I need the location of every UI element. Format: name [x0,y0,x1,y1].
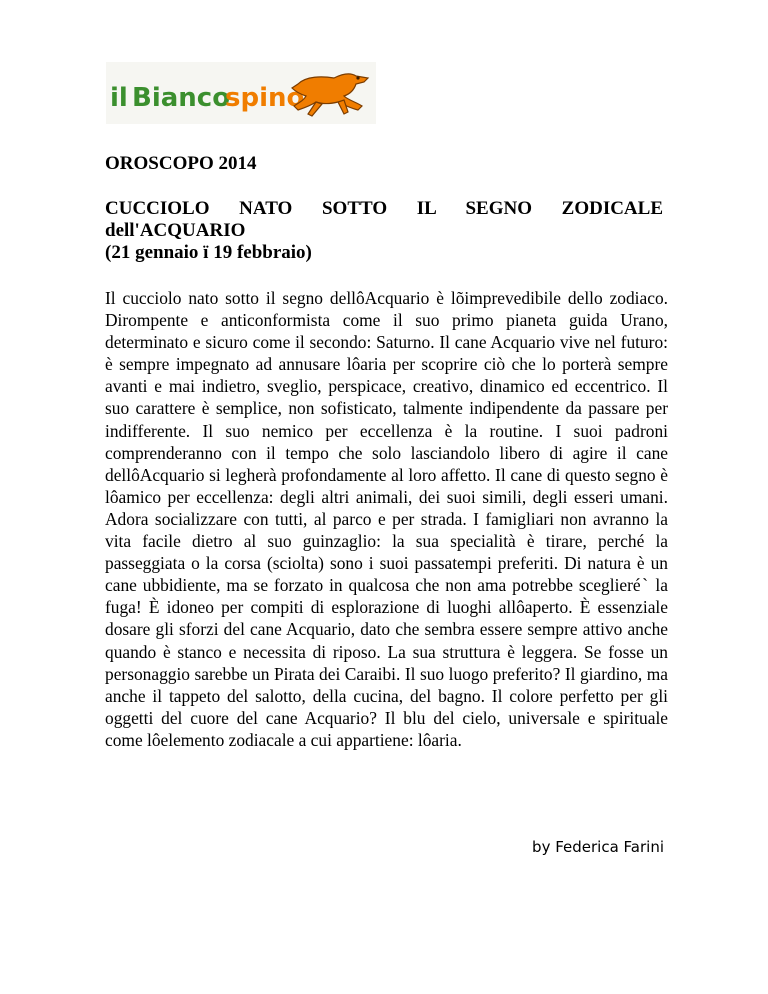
page-title: OROSCOPO 2014 [105,153,257,174]
logo-spino: spino [225,83,305,113]
ilbiancospino-logo [106,62,376,124]
heading-line-2: dell'ACQUARIO [105,220,246,241]
section-heading [105,198,663,264]
logo-bianco: Bianco [132,83,231,113]
horoscope-paragraph: Il cucciolo nato sotto il segno dellôAcquario è lõimprevedibile dello zodiaco. Dirompente e anticonformista come il suo primo pianeta guida Urano, determinato e sicuro come il secondo: Saturno. Il cane Acquario vive nel futuro: è sempre impegnato ad annusare lôaria per scoprire ciò che lo porterà sempre avanti e mai indietro, sveglio, perspicace, creativo, dinamico ed eccentrico. Il suo carattere è semplice, non sofisticato, talmente indipendente da passare per indifferente. Il suo nemico per eccellenza è la routine. I suoi padroni comprenderanno con il tempo che solo lasciandolo libero di agire il cane dellôAcquario si legherà profondamente al loro affetto. Il cane di questo segno è lôamico per eccellenza: degli altri animali, dei suoi simili, degli esseri umani. Adora socializzare con tutti, al parco e per strada. I famigliari non avranno la vita facile dietro al suo guinzaglio: la sua specialità è tirare, perché la passeggiata o la corsa (sciolta) sono i suoi passatempi preferiti. Di natura è un cane ubbidiente, ma se forzato in qualcosa che non ama potrebbe sceglieréˋ la fuga! È idoneo per compiti di esplorazione di luoghi allôaperto. È essenziale dosare gli sforzi del cane Acquario, dato che sembra essere sempre attivo anche quando è stanco e necessita di riposo. La sua struttura è leggera. Se fosse un personaggio sarebbe un Pirata dei Caraibi. Il suo luogo preferito? Il giardino, ma anche il tappeto del salotto, della cucina, del bagno. Il colore perfetto per gli oggetti del cuore del cane Acquario? Il blu del cielo, universale e spirituale come lôelemento zodiacale a cui appartiene: lôaria. [105,288,668,750]
heading-date-range: (21 gennaio ï 19 febbraio) [105,242,312,263]
logo-il: il [110,83,128,113]
author-signature: by Federica Farini [532,838,664,856]
heading-line-1: CUCCIOLO NATO SOTTO IL SEGNO ZODICALE [105,198,663,219]
